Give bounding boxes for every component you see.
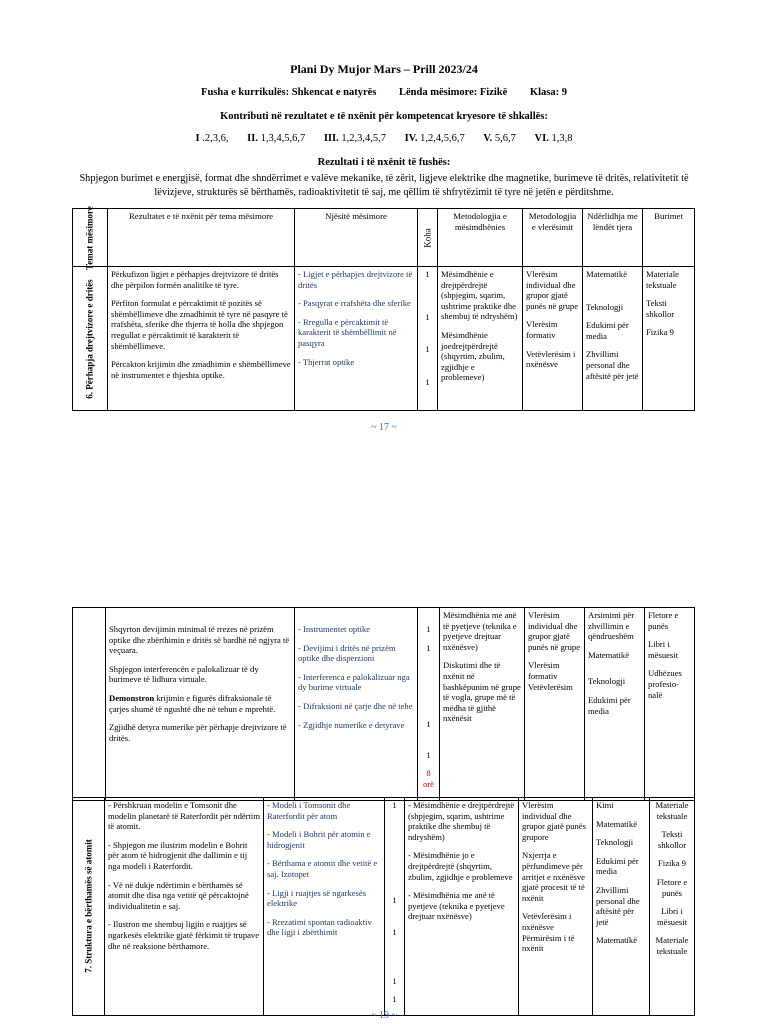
plan-title: Plani Dy Mujor Mars – Prill 2023/24 (290, 62, 478, 76)
teaching-cell: Mësimdhënia me anë të pyetjeve (teknika e pyetjeve drejtuar nxënësve) Diskutimi dhe të nxënit në bashkëpunim në grupe të vogla, grupe më të mëdha të gjithë nxënësit (440, 608, 525, 801)
assessment-cell: Vlerësim individual dhe grupor gjatë punës grupore Nxjerrja e përfundimeve për arritjet e nxënësve gjatë procesit të të nxënit Vetëvlerësim i nxënësve Përmirësim i të nxënit (519, 798, 593, 1016)
table-row (73, 267, 695, 411)
assessment-cell: Vlerësim individual dhe grupor gjatë punës në grupe Vlerësim formativ Vetëvlerësim i nxënësve (523, 267, 583, 411)
links-cell: Arsimimi për zhvillimin e qëndrueshëm Matematikë Teknologji Edukimi për media (585, 608, 645, 801)
plan-table-1 (72, 205, 695, 411)
units-cell: - Ligjet e përhapjes drejtvizore të dritës - Pasqyrat e rrafshëta dhe sferike - Rregulla e përcaktimit të karakterit të shëmbëllimit në pasqyra - Thjerrat optike (295, 267, 418, 411)
results-cell: Shqyrton devijimin minimal të rrezes në prizëm optike dhe zbërthimin e dritës së bardhë në ngjyra të veçuara. Shpjegon interferencën e palokalizuar të dy burimeve të lidhura virtuale. Demonstron krijimin e figurës difraksionale të çarjes shumë të ngushtë dhe në tehun e mprehtë. Zgjidhë detyra numerike për përhapje drejtvizore të dritës. (106, 608, 295, 801)
table-row (73, 798, 695, 1016)
results-heading: Rezultati i të nxënit të fushës: (317, 157, 451, 168)
total-hours: 8 orë (423, 768, 434, 789)
units-cell: - Modeli i Tomsonit dhe Raterfordit për atom - Modeli i Bohrit për atomin e hidrogjenit - Bërthama e atomit dhe vetitë e saj. Izotopet - Ligji i ruajtjes së ngarkesës elektrike - Rrezatimi spontan radioaktiv dhe ligji i zbërthimit (264, 798, 385, 1016)
time-cell: 1 1 1 1 (418, 267, 438, 411)
competency-2: II. 1,3,4,5,6,7 (247, 133, 306, 144)
subject-line (0, 87, 768, 98)
results-cell: Përkufizon ligjet e përhapjes drejtvizore të dritës dhe përpilon formën analitike të tyre. Përfiton formulat e përcaktimit të pozitës së shëmbëllimeve dhe zmadhimit të tyre në pasqyre të rrafshëta, sferike dhe thjerra të holla dhe shpjegon rregullat e përcaktimit të karakterit të shëmbëllimeve. Përcakton krijimin dhe zmadhimin e shëmbëllimeve në instrumentet e thjeshta optike. (108, 267, 295, 411)
teaching-cell: Mësimdhënie e drejtpërdrejtë (shpjegim, sqarim, ushtrime praktike dhe shembuj të ndryshëm) Mësimdhënie joedrejtpërdrejtë (shqyrtim, zbulim, zgjidhje e problemeve) (438, 267, 523, 411)
competency-5: V. 5,6,7 (483, 133, 516, 144)
results-cell: - Përshkruan modelin e Tomsonit dhe modelin planetarë të Raterfordit për ndërtim të atomit. - Shpjegon me ilustrim modelin e Bohrit për atom të hidrogjenit dhe dallimin e tij nga modeli i Raterfordit. - Vë në dukje ndërtimin e bërthamës së atomit dhe disa nga vetitë që përcaktojnë individualitetin e saj. - Ilustron me shembuj ligjin e ruajtjes së ngarkesës elektrike gjatë fërkimit të trupave dhe në reaksione bërthamore. (105, 798, 264, 1016)
contribution-heading: Kontributi në rezultatet e të nxënit për kompetencat kryesore të shkallës: (220, 111, 548, 122)
col-header-sources: Burimet (643, 209, 695, 267)
theme-cell: 7. Struktura e bërthamës së atomit (73, 798, 105, 1016)
subject-name: Lënda mësimore: Fizikë (398, 87, 508, 98)
teaching-cell: - Mësimdhënie e drejtpërdrejtë (shpjegim, sqarim, ushtrime praktike dhe shembuj të ndryshëm) - Mësimdhënie jo e drejtpërdrejtë (shqyrtim, zbulim, zgjidhje e problemeve - Mësimdhënia me anë të pyetjeve (teknika e pyetjeve drejtuar nxënësve) (405, 798, 519, 1016)
competencies-line (0, 133, 768, 144)
plan-table-2 (72, 607, 695, 801)
col-header-time: Koha (418, 209, 438, 267)
col-header-results: Rezultatet e të nxënit për tema mësimore (108, 209, 295, 267)
col-header-themes: Temat mësimore (73, 209, 108, 267)
theme-cell-empty (73, 608, 106, 801)
sources-cell: Materiale tekstuale Teksti shkollor Fizika 9 Fletore e punës Libri i mësuesit Materiale tekstuale (650, 798, 695, 1016)
plan-table-3 (72, 797, 695, 1016)
theme-cell: 6. Përhapja drejtvizore e dritës (73, 267, 108, 411)
sources-cell: Materiale tekstuale Teksti shkollor Fizika 9 (643, 267, 695, 411)
col-header-assessment: Metodologjia e vlerësimit (523, 209, 583, 267)
time-cell: 1 1 1 1 8 orë (418, 608, 440, 801)
grade-label: Klasa: 9 (529, 87, 567, 98)
competency-6: VI. 1,3,8 (534, 133, 573, 144)
results-text: Shpjegon burimet e energjisë, format dhe shndërrimet e valëve mekanike, të zërit, ligjeve elektrike dhe magnetike, burimeve të dritës, relativitetit të lëvizjeve, strukturës së bërthamës, radioaktivitetit të saj, me qëllim të shfrytëzimit të tyre në jetën e përditshme. (79, 173, 689, 198)
col-header-teaching: Metodologjia e mësimdhënies (438, 209, 523, 267)
page-number-17: ~ 17 ~ (371, 422, 397, 433)
table-row (73, 608, 695, 801)
time-cell: 1 1 1 1 1 (385, 798, 405, 1016)
links-cell: Kimi Matematikë Teknologji Edukimi për media Zhvillimi personal dhe aftësitë për jetë Matematikë (593, 798, 650, 1016)
sources-cell: Fletore e punës Libri i mësuesit Udhëzues profesio-nalë (645, 608, 695, 801)
links-cell: Matematikë Teknologji Edukimi për media Zhvillimi personal dhe aftësitë për jetë (583, 267, 643, 411)
competency-4: IV. 1,2,4,5,6,7 (404, 133, 465, 144)
competency-1: I .2,3,6, (195, 133, 229, 144)
table-header-row (73, 209, 695, 267)
page-number-19: ~ 19 ~ (371, 1010, 397, 1021)
col-header-units: Njësitë mësimore (295, 209, 418, 267)
competency-3: III. 1,2,3,4,5,7 (323, 133, 386, 144)
col-header-links: Ndërlidhja me lëndët tjera (583, 209, 643, 267)
units-cell: - Instrumentet optike - Devijimi i dritës në prizëm optike dhe disperzioni - Interferenca e palokalizuar nga dy burime virtuale - Difraksioni në çarje dhe në tehe - Zgjidhje numerike e detyrave (295, 608, 418, 801)
assessment-cell: Vlerësim individual dhe grupor gjatë punës në grupe Vlerësim formativ Vetëvlerësim (525, 608, 585, 801)
curriculum-field: Fusha e kurrikulës: Shkencat e natyrës (201, 87, 377, 98)
